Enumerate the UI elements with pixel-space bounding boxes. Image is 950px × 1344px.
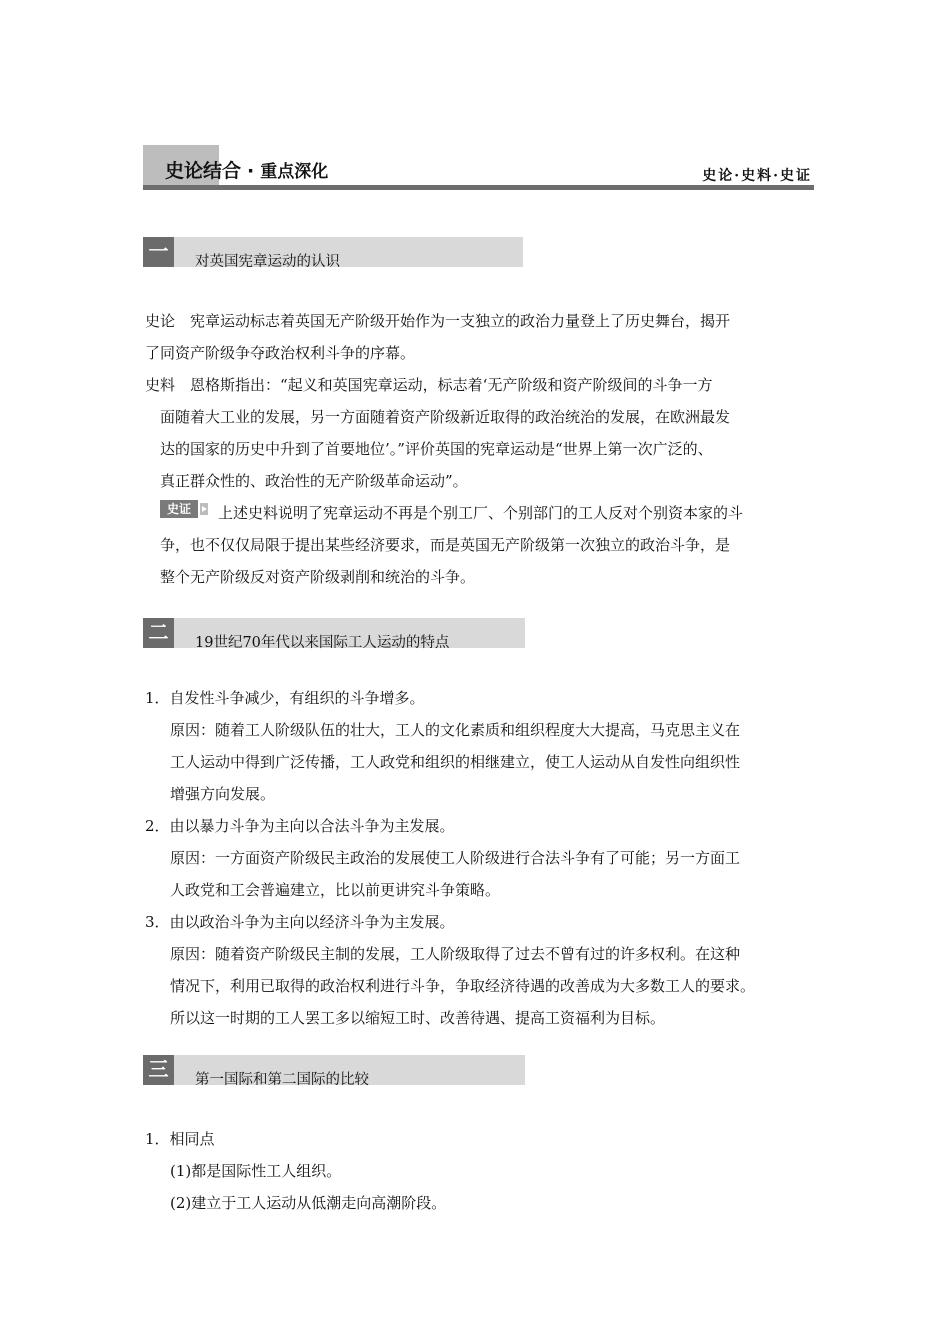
arrow-icon (200, 503, 208, 515)
text-line: 原因：随着资产阶级民主制的发展，工人阶级取得了过去不曾有过的许多权利。在这种 (170, 945, 741, 963)
section-number: 二 (143, 618, 174, 648)
section-title: 19世纪70年代以来国际工人运动的特点 (195, 635, 450, 651)
text-line: 原因：一方面资产阶级民主政治的发展使工人阶级进行合法斗争有了可能；另一方面工 (170, 849, 741, 867)
text-line: (1)都是国际性工人组织。 (170, 1162, 342, 1180)
header-right-label: 史论·史料·史证 (702, 168, 812, 184)
text-line: 2．由以暴力斗争为主向以合法斗争为主发展。 (145, 817, 455, 835)
page-header (143, 145, 814, 191)
section-title: 第一国际和第二国际的比较 (195, 1072, 369, 1088)
text-line: 1．相同点 (145, 1130, 215, 1148)
header-dot: · (247, 160, 255, 182)
section-number: 一 (143, 237, 174, 267)
text-line: 上述史料说明了宪章运动不再是个别工厂、个别部门的工人反对个别资本家的斗 (218, 504, 744, 522)
text-line: 1．自发性斗争减少，有组织的斗争增多。 (145, 689, 425, 707)
text-line: 所以这一时期的工人罢工多以缩短工时、改善待遇、提高工资福利为目标。 (170, 1009, 666, 1027)
text-line: 人政党和工会普遍建立，比以前更讲究斗争策略。 (170, 881, 501, 899)
evidence-badge-label: 史证 (160, 500, 198, 518)
section-title: 对英国宪章运动的认识 (195, 254, 340, 270)
header-subtitle: 重点深化 (260, 162, 329, 182)
text-line: 争，也不仅仅局限于提出某些经济要求，而是英国无产阶级第一次独立的政治斗争，是 (160, 536, 731, 554)
text-line: 史论 宪章运动标志着英国无产阶级开始作为一支独立的政治力量登上了历史舞台，揭开 (145, 312, 731, 330)
header-rule (143, 185, 814, 190)
section-number: 三 (143, 1055, 174, 1085)
header-title (165, 156, 328, 183)
text-line: (2)建立于工人运动从低潮走向高潮阶段。 (170, 1194, 447, 1212)
text-line: 面随着大工业的发展，另一方面随着资产阶级新近取得的政治统治的发展，在欧洲最发 (160, 408, 731, 426)
text-line: 增强方向发展。 (170, 785, 276, 803)
text-line: 真正群众性的、政治性的无产阶级革命运动”。 (160, 472, 468, 490)
text-line: 3．由以政治斗争为主向以经济斗争为主发展。 (145, 913, 455, 931)
text-line: 原因：随着工人阶级队伍的壮大，工人的文化素质和组织程度大大提高，马克思主义在 (170, 721, 741, 739)
text-line: 史料 恩格斯指出：“起义和英国宪章运动，标志着‘无产阶级和资产阶级间的斗争一方 (145, 376, 713, 394)
text-line: 工人运动中得到广泛传播，工人政党和组织的相继建立，使工人运动从自发性向组织性 (170, 753, 741, 771)
header-title-main: 史论结合 (165, 160, 242, 182)
text-line: 情况下，利用已取得的政治权利进行斗争，争取经济待遇的改善成为大多数工人的要求。 (170, 977, 756, 995)
evidence-badge (160, 500, 208, 518)
section-head-2 (143, 618, 525, 651)
text-line: 整个无产阶级反对资产阶级剥削和统治的斗争。 (160, 568, 476, 586)
section-head-3 (143, 1055, 525, 1088)
text-line: 了同资产阶级争夺政治权利斗争的序幕。 (145, 344, 416, 362)
section-head-1 (143, 237, 523, 270)
text-line: 达的国家的历史中升到了首要地位’。”评价英国的宪章运动是“世界上第一次广泛的、 (160, 440, 713, 458)
